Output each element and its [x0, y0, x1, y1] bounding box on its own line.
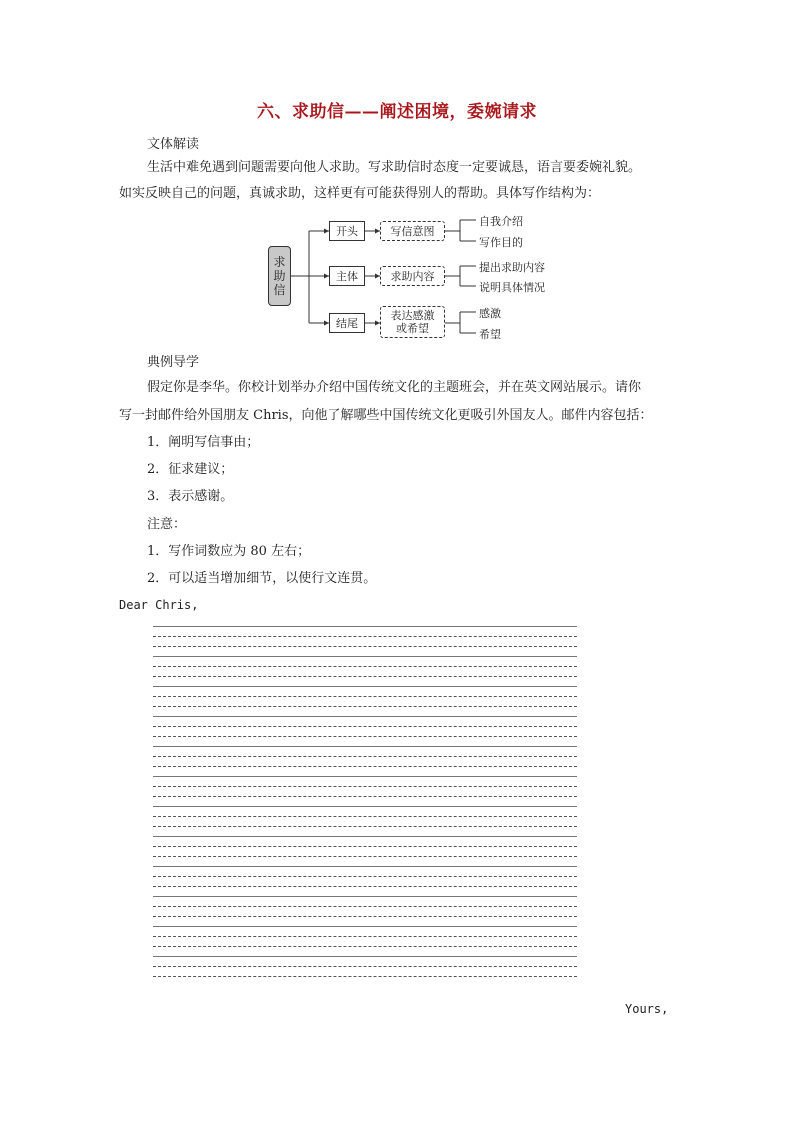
- writing-line-dashed: [153, 966, 577, 967]
- diagram-leaf: 感激: [479, 307, 501, 320]
- writing-line-dashed: [153, 816, 577, 817]
- writing-line-solid: [153, 836, 577, 837]
- diagram-leaf: 提出求助内容: [479, 261, 545, 274]
- writing-line-dashed: [153, 706, 577, 707]
- writing-line-dashed: [153, 796, 577, 797]
- section-heading-genre: 文体解读: [147, 137, 200, 152]
- diagram-detail-thanks: [380, 306, 445, 338]
- writing-line-dashed: [153, 726, 577, 727]
- note-item: 2．可以适当增加细节，以使行文连贯。: [147, 571, 377, 586]
- writing-line-dashed: [153, 826, 577, 827]
- task-paragraph-line-2: 写一封邮件给外国朋友 Chris，向他了解哪些中国传统文化更吸引外国友人。邮件内容包括：: [119, 408, 653, 423]
- diagram-detail-purpose: 写信意图: [380, 221, 445, 241]
- requirement-item: 3．表示感谢。: [147, 489, 234, 504]
- diagram-node-ending: 结尾: [329, 313, 365, 333]
- letter-salutation: Dear Chris,: [119, 598, 199, 612]
- diagram-leaf: 写作目的: [479, 236, 523, 249]
- requirement-item: 2．征求建议；: [147, 462, 234, 477]
- writing-line-dashed: [153, 636, 577, 637]
- diagram-root-box: [268, 246, 291, 306]
- root-char: 信: [273, 283, 286, 297]
- diagram-node-opening: 开头: [329, 221, 365, 241]
- root-char: 助: [273, 269, 286, 283]
- writing-line-solid: [153, 926, 577, 927]
- writing-line-solid: [153, 656, 577, 657]
- letter-closing: Yours,: [625, 1002, 669, 1016]
- notes-heading: 注意：: [147, 517, 187, 532]
- writing-line-dashed: [153, 736, 577, 737]
- task-paragraph-line-1: 假定你是李华。你校计划举办介绍中国传统文化的主题班会，并在英文网站展示。请你: [147, 380, 642, 395]
- root-char: 求: [273, 255, 286, 269]
- writing-line-dashed: [153, 756, 577, 757]
- writing-line-dashed: [153, 646, 577, 647]
- structure-diagram: [0, 0, 794, 350]
- writing-line-solid: [153, 896, 577, 897]
- detail-line: 表达感激: [390, 309, 435, 322]
- diagram-leaf: 自我介绍: [479, 215, 523, 228]
- writing-line-solid: [153, 746, 577, 747]
- writing-line-dashed: [153, 876, 577, 877]
- writing-line-dashed: [153, 696, 577, 697]
- writing-line-dashed: [153, 846, 577, 847]
- writing-line-dashed: [153, 786, 577, 787]
- writing-line-dashed: [153, 976, 577, 977]
- diagram-leaf: 说明具体情况: [479, 281, 545, 294]
- diagram-node-body: 主体: [329, 266, 365, 286]
- writing-line-dashed: [153, 916, 577, 917]
- writing-line-solid: [153, 866, 577, 867]
- writing-area[interactable]: [153, 624, 577, 984]
- writing-line-dashed: [153, 766, 577, 767]
- writing-line-solid: [153, 776, 577, 777]
- detail-line: 或希望: [396, 322, 429, 335]
- intro-paragraph-line-2: 如实反映自己的问题，真诚求助，这样更有可能获得别人的帮助。具体写作结构为：: [119, 186, 601, 201]
- note-item: 1．写作词数应为 80 左右；: [147, 544, 311, 559]
- writing-line-dashed: [153, 946, 577, 947]
- writing-line-solid: [153, 626, 577, 627]
- writing-line-solid: [153, 716, 577, 717]
- writing-line-dashed: [153, 856, 577, 857]
- section-heading-example: 典例导学: [147, 355, 200, 370]
- writing-line-dashed: [153, 886, 577, 887]
- page-title: 六、求助信——阐述困境，委婉请求: [257, 102, 537, 122]
- writing-line-solid: [153, 956, 577, 957]
- writing-line-solid: [153, 806, 577, 807]
- writing-line-dashed: [153, 936, 577, 937]
- requirement-item: 1．阐明写信事由；: [147, 435, 260, 450]
- diagram-detail-request: 求助内容: [380, 266, 445, 286]
- intro-paragraph-line-1: 生活中难免遇到问题需要向他人求助。写求助信时态度一定要诚恳，语言要委婉礼貌。: [147, 160, 642, 175]
- writing-line-dashed: [153, 906, 577, 907]
- writing-line-solid: [153, 686, 577, 687]
- diagram-leaf: 希望: [479, 328, 501, 341]
- writing-line-dashed: [153, 666, 577, 667]
- writing-line-dashed: [153, 676, 577, 677]
- diagram-connectors: [0, 0, 794, 350]
